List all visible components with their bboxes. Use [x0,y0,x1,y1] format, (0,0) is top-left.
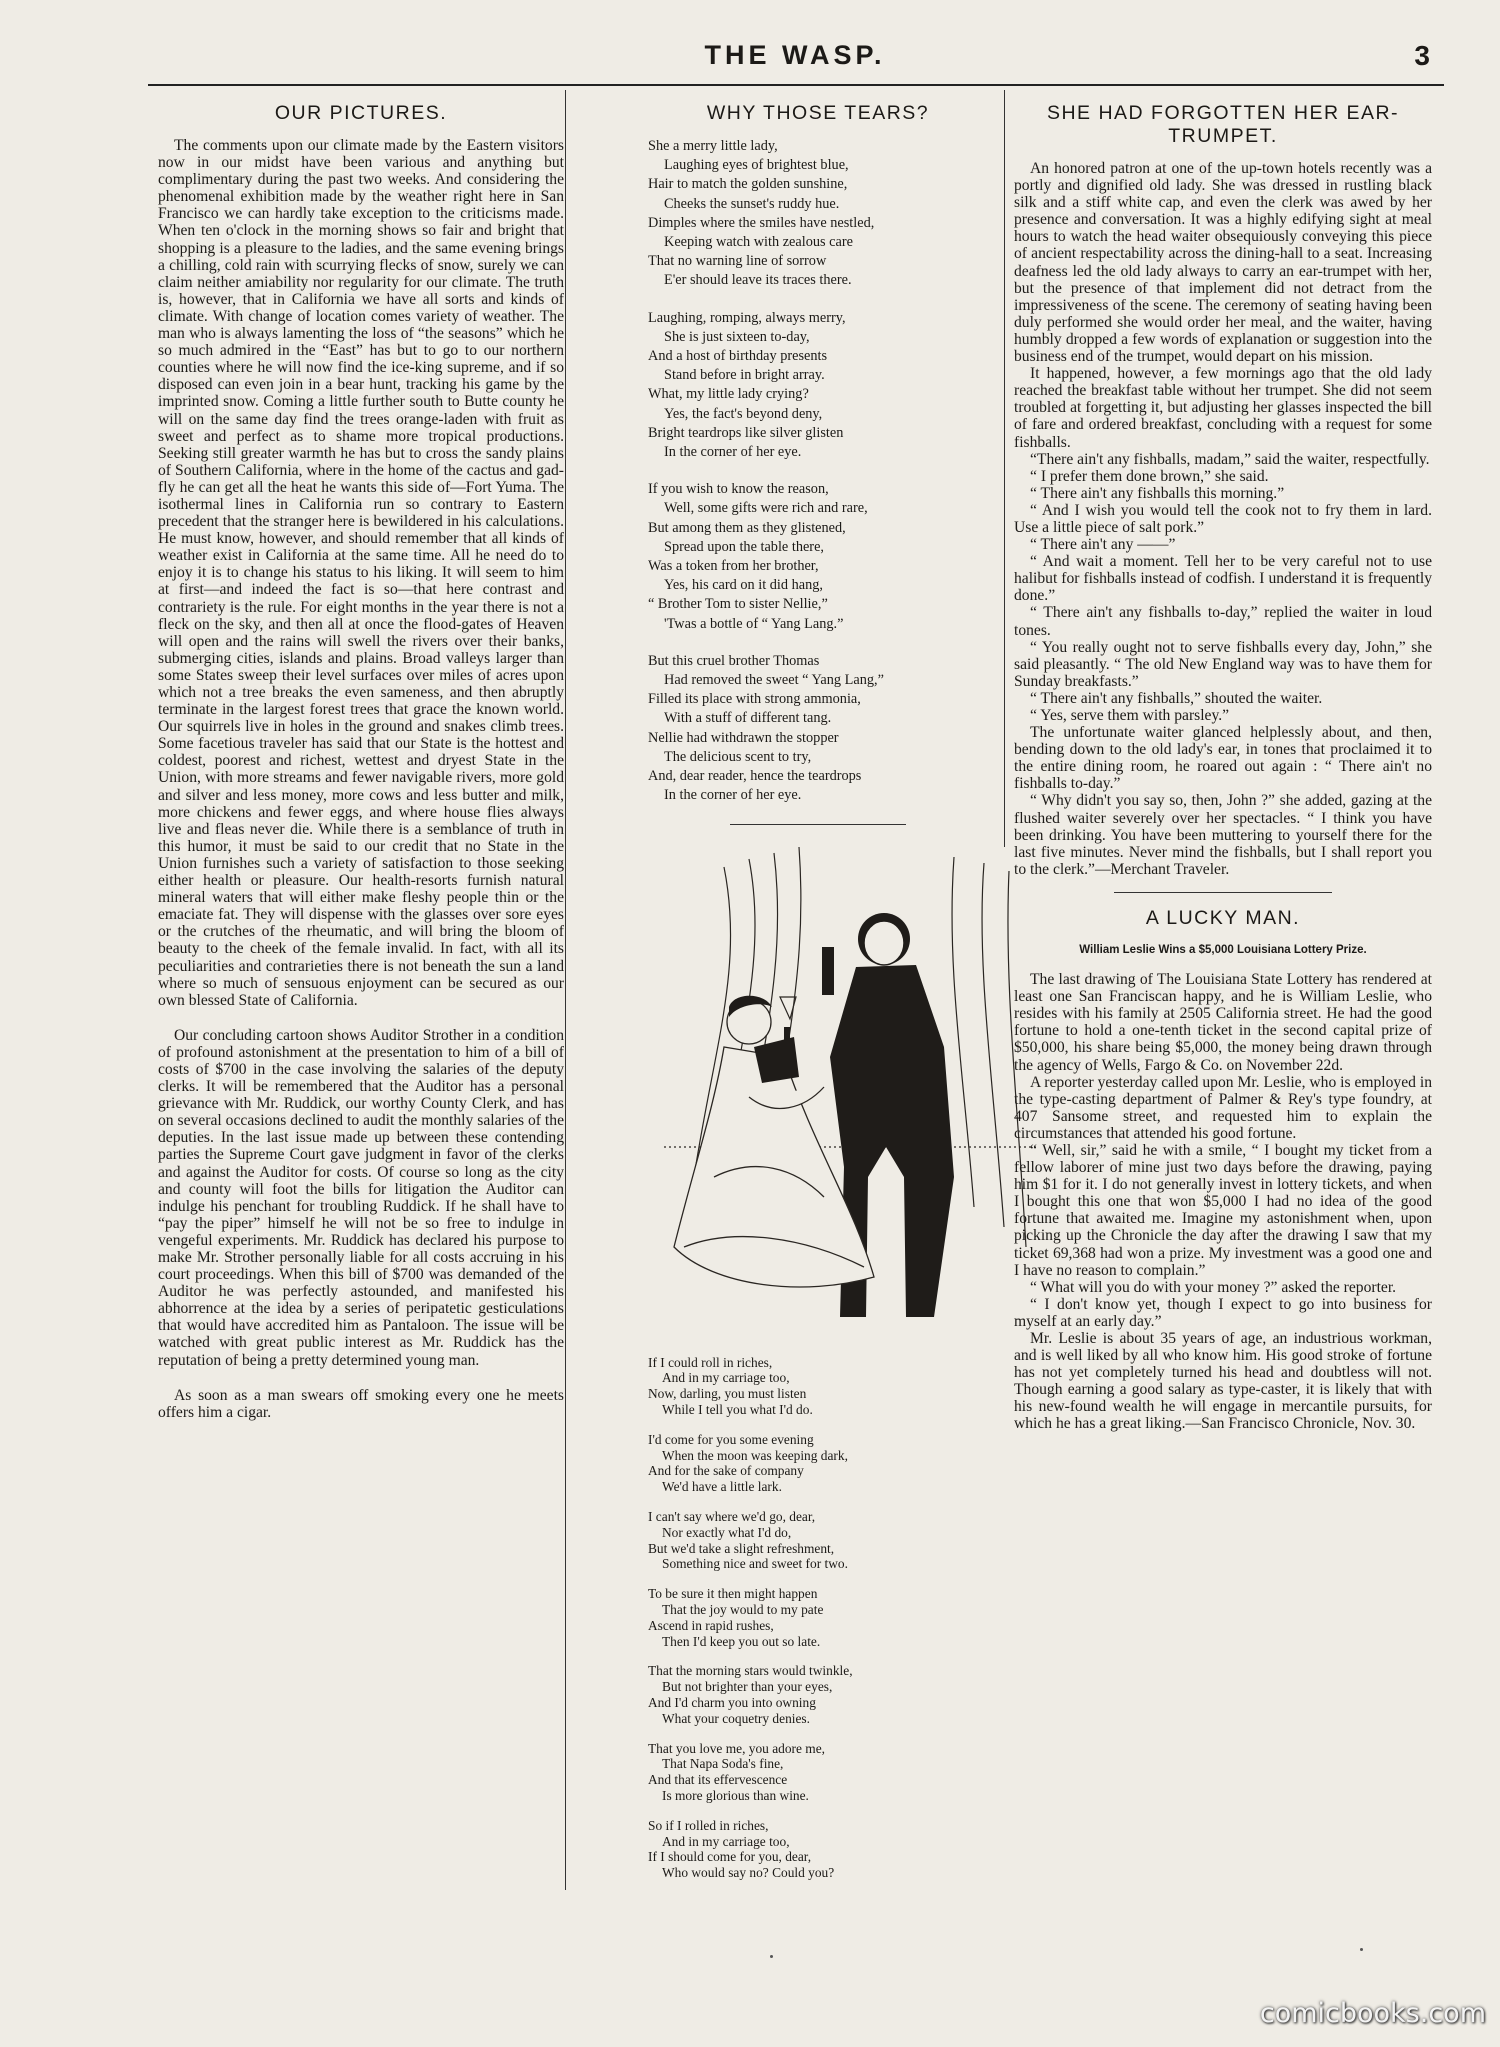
poem-line: While I tell you what I'd do. [662,1401,813,1417]
poem-stanza [648,1355,988,1418]
poem-line: Something nice and sweet for two. [662,1556,848,1572]
masthead-title: THE WASP. [704,40,886,70]
poem-line: Was a token from her brother, [648,558,819,575]
poem-stanza [648,1586,988,1649]
article-paragraph: Mr. Leslie is about 35 years of age, an industrious workman, and is well liked by all who know him. His good stroke of fortune has not yet completely turned his head and doubtless will not. Though earning a good salary as type-caster, it is likely that with his new-found wealth he will engage in mercantile pursuits, for which he has a great liking.—San Francisco Chronicle, Nov. 30. [1014,1330,1432,1433]
poem-line: Spread upon the table there, [664,538,824,555]
poem-stanza [648,1741,988,1804]
article-paragraph: A reporter yesterday called upon Mr. Leslie, who is employed in the type-casting department of Palmer & Rey's type foundry, at 407 Sansome street, and requested him to explain the circumstances that attended his good fortune. [1014,1073,1432,1142]
poem-line: Who would say no? Could you? [662,1865,835,1881]
poem-line: “ Brother Tom to sister Nellie,” [648,596,828,613]
poem-line: What, my little lady crying? [648,386,809,403]
subheadline-lucky-man: William Leslie Wins a $5,000 Louisiana Lottery Prize. [1079,943,1367,956]
poem-line: Filled its place with strong ammonia, [648,691,861,708]
poem-line: When the moon was keeping dark, [662,1447,848,1463]
article-paragraph: “ There ain't any fishballs,” shouted the waiter. [1030,689,1323,707]
poem-line: But among them as they glistened, [648,519,846,536]
article-paragraph: “ There ain't any fishballs this morning.” [1030,484,1285,502]
poem-line: And in my carriage too, [662,1370,790,1386]
poem-line: Dimples where the smiles have nestled, [648,214,875,231]
poem-line: To be sure it then might happen [648,1586,818,1602]
poem-line: That no warning line of sorrow [648,253,827,270]
print-speck [770,1955,773,1958]
watermark: comicbooks.com [1259,1998,1486,2029]
poem-stanza [648,1818,988,1881]
poem-line: With a stuff of different tang. [664,710,832,727]
poem-stanza [648,309,988,463]
poem-line: Ascend in rapid rushes, [648,1617,774,1633]
article-paragraph: It happened, however, a few mornings ago that the old lady reached the breakfast table without her trumpet. She did not seem troubled at forgetting it, but adjusting her glasses inspected the bill of fare and ordered breakfast, concluding with a request for some fishballs. [1014,365,1432,451]
article-paragraph: The last drawing of The Louisiana State Lottery has rendered at least one San Franciscan happy, and he is William Leslie, who resides with his family at 2505 California street. He had the good fortune to hold a one-tenth ticket in the second capital prize of $50,000, his share being $5,000, the money being drawn through the agency of Wells, Fargo & Co. on November 22d. [1014,971,1432,1074]
poem-stanza [648,1663,988,1726]
poem-line: Well, some gifts were rich and rare, [664,500,868,517]
article-lucky-man [1014,971,1432,1433]
poem-line: What your coquetry denies. [662,1710,810,1726]
article-paragraph: “ You really ought not to serve fishballs every day, John,” she said pleasantly. “ The old New England way was to have them for Sunday breakfasts.” [1014,638,1432,690]
article-paragraph: “ Yes, serve them with parsley.” [1030,707,1230,724]
poem-line: E'er should leave its traces there. [664,272,852,289]
poem-line: Yes, the fact's beyond deny, [664,405,823,422]
article-paragraph: The comments upon our climate made by the Eastern visitors now in our midst have been various and anything but complimentary during the past two weeks. And considering the phenomenal exhibition made by the weather right here in San Francisco we can hardly take exception to the criticisms made. When ten o'clock in the morning shows so fair and bright that shopping is a pleasure to the ladies, and the same evening brings a chilling, cold rain with scurrying flecks of snow, surely we can claim neither amiability nor regularity for our climate. The truth is, however, that in California we have all sorts and kinds of climate. With change of location comes variety of weather. The man who is always lamenting the loss of “the seasons” which he so much admired in the “East” has but to go to our northern counties where he will now find the ice-king supreme, and if so disposed can even join in a bear hunt, tracking his game by the imprinted snow. Coming a little further south to Butte county he will on the same day find the trees orange-laden with fruit as sweet and perfect as to shame more tropical productions. Seeking still greater warmth he has but to cross the sandy plains of Southern California, where in the home of the cactus and gad-fly he can get all the heat he wants this side of—Fort Yuma. The isothermal lines in California run so contrary to Eastern precedent that the stranger here is bewildered in his calculations. He must know, however, and should remember that all kinds of weather exist in California at the same time. All he need do to enjoy it is to change his status to his liking. It will seem to him at first—and indeed the fact is so—that here contrast and contrariety is the rule. For eight months in the year there is not a fleck on the sky, and then all at once the flood-gates of Heaven will open and the rains will swell the rivers over their banks, submerging cities, islands and plains. Broad valleys larger than some States sweep their level surfaces over miles of acres upon which not a tree breaks the even sameness, and then abruptly terminate in the largest forest trees that grace the known world. Our squirrels live in holes in the ground and snakes climb trees. Some facetious traveler has said that our State is the hottest and coldest, poorest and richest, wettest and dryest State in the Union, with more streams and fewer navigable rivers, more gold and silver and less money, more cows and less butter and milk, more chickens and fewer eggs, and where house flies always live and fleas never die. While there is a semblance of truth in this humor, it must be said to our credit that no State in the Union furnishes such a variety of satisfaction to those seeking either health or pleasure. Our health-resorts furnish natural mineral waters that will either make fleshy people thin or the emaciate fat. They will dispense with the glasses over sore eyes or the crutches of the rheumatic, and will bring the bloom of beauty to the cheek of the female invalid. In fact, with all its peculiarities and contrarieties there is not beneath the sun a land where so much of sensuous enjoyment can be secured as our own blessed State of California. [158,137,564,1009]
poem-line: In the corner of her eye. [664,444,802,461]
print-speck [1360,1948,1363,1951]
article-paragraph: “ There ain't any fishballs to-day,” replied the waiter in loud tones. [1014,604,1432,639]
poem-line: And I'd charm you into owning [648,1694,816,1710]
poem-line: 'Twas a bottle of “ Yang Lang.” [664,615,844,632]
poem-line: But not brighter than your eyes, [662,1679,833,1695]
poem-line: The delicious scent to try, [664,748,812,765]
poem-line: I can't say where we'd go, dear, [648,1508,816,1524]
poem-line: Bright teardrops like silver glisten [648,424,844,441]
article-ear-trumpet [1014,160,1432,878]
poem-line: But this cruel brother Thomas [648,652,820,669]
poem-line: So if I rolled in riches, [648,1817,769,1833]
article-paragraph: An honored patron at one of the up-town hotels recently was a portly and dignified old lady. She was dressed in rustling black silk and a stiff white cap, and even the clerk was awed by her presence and conversation. It was a highly edifying sight at meal hours to watch the head waiter obsequiously conveying this piece of ancient respectability across the dining-hall to a seat. Increasing deafness led the old lady always to carry an ear-trumpet with her, but the presence of that implement did not detract from the impressiveness of the scene. The ceremony of seating having been duly performed she would order her meal, and the waiter, having humbly dropped a few words of explanation or suggestion into the business end of the trumpet, would depart on his mission. [1014,160,1432,366]
section-divider [1114,892,1331,893]
article-paragraph: “ I prefer them done brown,” she said. [1030,467,1269,485]
page-number: 3 [1414,40,1430,71]
poem-line: Had removed the sweet “ Yang Lang,” [664,672,884,689]
poem-line: Laughing eyes of brightest blue, [664,157,849,174]
poem-why-those-tears [648,137,988,806]
poem-stanza [648,1509,988,1572]
poem-line: In the corner of her eye. [664,787,802,804]
poem-line: Nellie had withdrawn the stopper [648,729,839,746]
article-paragraph: “ There ain't any ——” [1030,536,1176,554]
masthead-rule [148,84,1444,86]
poem-stanza [648,652,988,806]
poem-line: If I should come for you, dear, [648,1849,812,1865]
column-ear-trumpet [1014,96,1432,1433]
poem-line: Cheeks the sunset's ruddy hue. [664,195,840,212]
article-paragraph: “ And I wish you would tell the cook not to fry them in lard. Use a little piece of salt pork.” [1014,501,1432,536]
column-rule-left [565,90,566,1890]
poem-line: That the joy would to my pate [662,1601,824,1617]
poem-line: And, dear reader, hence the teardrops [648,768,862,785]
poem-line: I'd come for you some evening [648,1431,814,1447]
column-why-those-tears [648,96,988,1895]
article-paragraph: “ And wait a moment. Tell her to be very careful not to use halibut for fishballs instead of codfish. I understand it is frequently done.” [1014,553,1432,605]
poem-line: And a host of birthday presents [648,348,828,365]
article-paragraph: The unfortunate waiter glanced helplessly about, and then, bending down to the old lady's ear, in tones that proclaimed it to the entire dining room, he roared out again : “ There ain't no fishballs to-day.” [1014,724,1432,793]
article-paragraph: “ What will you do with your money ?” asked the reporter. [1030,1278,1397,1296]
poem-line: But we'd take a slight refreshment, [648,1540,835,1556]
article-paragraph: “ Why didn't you say so, then, John ?” she added, gazing at the flushed waiter severely over her spectacles. “ I think you have been drinking. You have been muttering to yourself there for the last five minutes. Never mind the fishballs, but I shall report you to the clerk.”—Merchant Traveler. [1014,792,1432,878]
engraving-illustration [654,847,1038,1327]
headline-lucky-man: A LUCKY MAN. [1145,906,1301,929]
article-paragraph: Our concluding cartoon shows Auditor Strother in a condition of profound astonishment at the presentation to him of a bill of costs of $700 in the case involving the salaries of the deputy clerks. It will be remembered that the Auditor has a personal grievance with Mr. Ruddick, our worthy County Clerk, and has on several occasions declined to audit the monthly salaries of the deputies. In the last issue made up between these contending parties the Supreme Court gave judgment in favor of the clerks and against the Auditor for costs. Of course so long as the city and county will foot the bills for litigation the Auditor can indulge his penchant for troubling Ruddick. If he shall have to “pay the piper” himself he will not be so free to indulge in vengeful experiments. Mr. Ruddick has declared his purpose to make Mr. Strother personally liable for all costs accruing in his court proceedings. When this bill of $700 was demanded of the Auditor he was perfectly astounded, and manifested his abhorrence at the idea by a series of peripatetic gesticulations that would have accredited him as Pantaloon. The issue will be watched with great public interest as Mr. Ruddick has the reputation of being a pretty determined young man. [158,1026,564,1369]
poem-line: Then I'd keep you out so late. [662,1633,821,1649]
poem-if-i-could-roll-in-riches [648,1355,988,1881]
poem-line: Nor exactly what I'd do, [662,1524,792,1540]
poem-line: That you love me, you adore me, [648,1740,826,1756]
section-divider [730,824,907,825]
poem-line: Now, darling, you must listen [648,1386,807,1402]
column-our-pictures [158,96,564,1421]
article-paragraph: As soon as a man swears off smoking every one he meets offers him a cigar. [158,1386,564,1421]
poem-line: If I could roll in riches, [648,1354,773,1370]
poem-line: Yes, his card on it did hang, [664,577,823,594]
poem-line: If you wish to know the reason, [648,481,829,498]
poem-line: Hair to match the golden sunshine, [648,176,848,193]
poem-stanza [648,480,988,634]
poem-line: That Napa Soda's fine, [662,1756,784,1772]
poem-line: Is more glorious than wine. [662,1787,809,1803]
poem-stanza [648,137,988,291]
poem-line: She a merry little lady, [648,138,778,154]
article-paragraph: “ Well, sir,” said he with a smile, “ I bought my ticket from a fellow laborer of mine just two days before the drawing, paying him $1 for it. I do not generally invest in lottery tickets, and when I bought this one that won $5,000 I had no idea of the good fortune that awaited me. Imagine my astonishment when, upon picking up the Chronicle the day after the drawing I saw that my ticket 69,368 had won a prize. My investment was a good one and I have no reason to complain.” [1014,1141,1432,1279]
poem-line: We'd have a little lark. [662,1479,782,1495]
headline-ear-trumpet: SHE HAD FORGOTTEN HER EAR-TRUMPET. [1046,102,1400,147]
masthead [150,40,1440,82]
poem-line: Stand before in bright array. [664,367,825,384]
poem-line: Laughing, romping, always merry, [648,309,846,326]
headline-why-those-tears: WHY THOSE TEARS? [706,102,930,124]
poem-line: That the morning stars would twinkle, [648,1663,853,1679]
headline-our-pictures: OUR PICTURES. [274,102,448,124]
poem-line: And for the sake of company [648,1463,804,1479]
poem-line: Keeping watch with zealous care [664,234,853,251]
poem-line: And that its effervescence [648,1772,788,1788]
poem-line: And in my carriage too, [662,1833,790,1849]
article-paragraph: “ I don't know yet, though I expect to go into business for myself at an early day.” [1014,1295,1432,1330]
article-paragraph: “There ain't any fishballs, madam,” said the waiter, respectfully. [1030,450,1430,468]
poem-line: She is just sixteen to-day, [664,328,810,345]
poem-stanza [648,1432,988,1495]
